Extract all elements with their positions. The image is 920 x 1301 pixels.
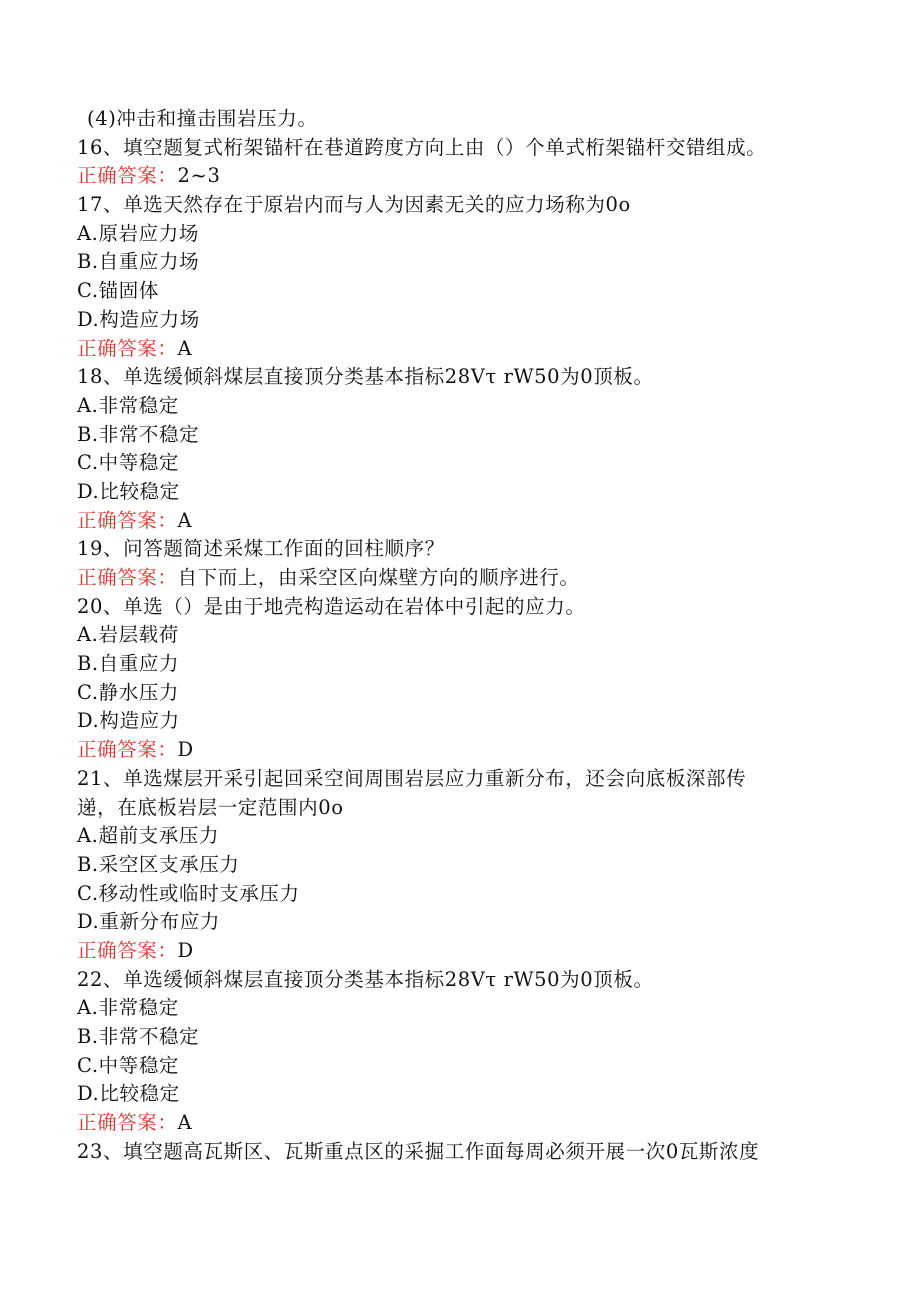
answer-line: [77, 1109, 857, 1138]
option-line: B.自重应力场: [77, 250, 200, 274]
option-line: D.构造应力: [77, 709, 180, 733]
option-line: D.比较稳定: [77, 1082, 180, 1106]
answer-value: A: [177, 508, 193, 532]
option-line: D.构造应力场: [77, 307, 200, 331]
question-line: 23、填空题高瓦斯区、瓦斯重点区的采掘工作面每周必须开展一次0瓦斯浓度: [77, 1139, 760, 1163]
question-line: 16、填空题复式桁架锚杆在巷道跨度方向上由（）个单式桁架锚杆交错组成。: [77, 135, 767, 159]
option-line: B.采空区支承压力: [77, 852, 240, 876]
question-line: 21、单选煤层开采引起回采空间周围岩层应力重新分布，还会向底板深部传: [77, 766, 747, 790]
answer-label: 正确答案：: [77, 164, 178, 188]
option-line: B.非常不稳定: [77, 1025, 200, 1048]
question-line: 18、单选缓倾斜煤层直接顶分类基本指标28Vτ rW50为0顶板。: [77, 365, 654, 389]
answer-value: A: [177, 336, 193, 360]
option-line: C.静水压力: [77, 680, 180, 704]
answer-value: D: [177, 738, 194, 762]
answer-label: 正确答案：: [77, 738, 178, 762]
question-line: 22、单选缓倾斜煤层直接顶分类基本指标28Vτ rW50为0顶板。: [77, 967, 654, 991]
option-line: A.岩层载荷: [77, 623, 179, 647]
answer-value: 2~3: [177, 164, 221, 188]
option-line: C.中等稳定: [77, 451, 180, 475]
answer-label: 正确答案：: [77, 938, 178, 962]
question-line: 19、问答题简述采煤工作面的回柱顺序？: [77, 537, 445, 561]
answer-line: [77, 507, 857, 536]
option-line: D.重新分布应力: [77, 910, 220, 934]
answer-label: 正确答案：: [77, 336, 178, 360]
option-line: A.超前支承压力: [77, 824, 220, 848]
answer-label: 正确答案：: [77, 1111, 178, 1135]
option-line: C.中等稳定: [77, 1053, 180, 1077]
option-line: A.非常稳定: [77, 393, 179, 417]
option-line: C.锚固体: [77, 279, 159, 303]
option-line: A.原岩应力场: [77, 221, 199, 245]
question-continuation-line: 递，在底板岩层一定范围内0o: [77, 795, 344, 819]
answer-label: 正确答案：: [77, 508, 178, 532]
answer-line: [77, 162, 857, 191]
option-line: A.非常稳定: [77, 996, 179, 1020]
list-item-line: (4)冲击和撞击围岩压力。: [87, 107, 318, 130]
answer-line: [77, 736, 857, 765]
answer-value: A: [177, 1111, 193, 1135]
answer-label: 正确答案：: [77, 566, 178, 589]
document-body: [77, 105, 857, 1166]
answer-line: [77, 335, 857, 364]
question-line: 20、单选（）是由于地壳构造运动在岩体中引起的应力。: [77, 594, 586, 618]
option-line: D.比较稳定: [77, 479, 180, 503]
answer-value: D: [177, 938, 194, 962]
option-line: B.自重应力: [77, 652, 180, 676]
answer-value: 自下而上，由采空区向煤壁方向的顺序进行。: [177, 566, 580, 589]
question-line: 17、单选天然存在于原岩内而与人为因素无关的应力场称为0o: [77, 193, 631, 217]
option-line: B.非常不稳定: [77, 422, 200, 446]
answer-line: [77, 564, 857, 593]
option-line: C.移动性或临时支承压力: [77, 881, 300, 905]
answer-line: [77, 937, 857, 966]
